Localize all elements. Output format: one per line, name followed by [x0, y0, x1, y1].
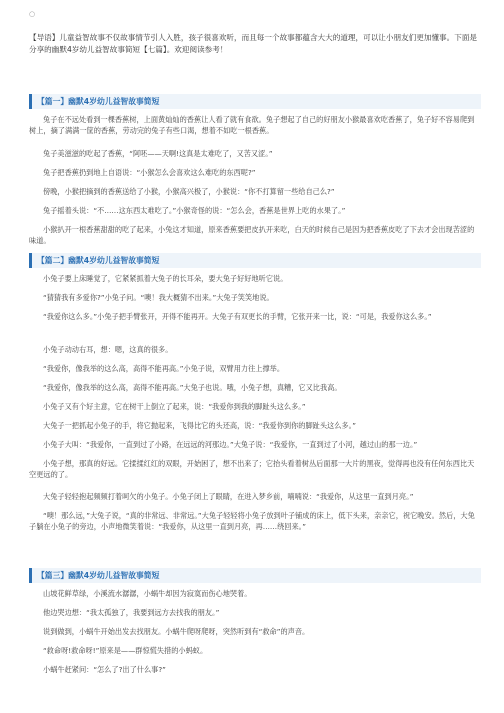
paragraph: “猜猜我有多爱你?”小兔子问。“噢！我大概猜不出来。”大兔子笑笑地说。 — [43, 293, 274, 302]
paragraph: 兔子摇着头说：“不……这东西太难吃了。”小猴奇怪的说：“怎么会，香蕉是世界上吃的水果了。” — [43, 206, 346, 215]
paragraph: 小蜗牛赶紧问：“怎么了?出了什么事?” — [43, 665, 166, 674]
paragraph: 小兔子动动右耳，想：嗯，这真的很多。 — [43, 345, 173, 354]
corner-mark: ○ — [29, 10, 36, 18]
paragraph: 小兔子大叫：“我爱你，一直到过了小路，在远远的河那边。”大兔子说：“我爱你，一直到过了小河，越过山的那一边。” — [43, 440, 418, 449]
paragraph: “我爱你，像我举的这么高，高得不能再高。”小兔子说，双臂用力往上撑举。 — [43, 364, 285, 373]
paragraph: 小兔子又有个好主意，它在树干上倒立了起来，说：“我爱你到我的脚趾头这么多。” — [43, 402, 306, 411]
guide-text: 【导语】儿童益智故事不仅故事情节引人入胜，孩子很喜欢听，而且每一个故事都蕴含大大的道理，可以让小朋友们更加懂事。下面是分享的幽默4岁幼儿益智故事简短【七篇】。欢迎阅读参考！ — [29, 33, 478, 54]
paragraph: 山坡花鲜草绿，小溪流水潺潺，小蜗牛却因为寂寞而伤心地哭着。 — [43, 589, 252, 598]
paragraph: 说到做到，小蜗牛开始出发去找朋友。小蜗牛爬呀爬呀，突然听到有“救命”的声音。 — [43, 627, 310, 636]
paragraph: 他边哭边想：“我太孤独了，我要到远方去找我的朋友。” — [43, 608, 220, 617]
paragraph: “我爱你这么多。”小兔子把手臂张开，开得不能再开。大兔子有双更长的手臂，它张开来一比，说：“可是，我爱你这么多。” — [43, 312, 432, 321]
paragraph: 大兔子一把抓起小兔子的手，将它抛起来，飞得比它的头还高，说：“我爱你到你的脚趾头这么多。” — [43, 421, 356, 430]
paragraph: 小兔子要上床睡觉了，它紧紧抓着大兔子的长耳朵，要大兔子好好地听它说。 — [43, 274, 288, 283]
paragraph: “我爱你，像我举的这么高，高得不能再高。”大兔子也说。哦，小兔子想，真糟，它又比我高。 — [43, 383, 342, 392]
paragraph: 兔子在不远处看到一棵香蕉树，上面黄灿灿的香蕉让人看了就有食欲。兔子想起了自己的好朋友小猴最喜欢吃香蕉了，兔子好不容易爬到树上，摘了满满一筐的香蕉，劳动完的兔子有些口渴，想着不如吃一根香蕉。 — [29, 115, 475, 135]
paragraph: 傍晚，小猴把摘到的香蕉送给了小猴，小猴高兴极了，小猴说：“你不打算留一些给自己么?” — [43, 187, 335, 196]
section-title-1: 【篇一】幽默4岁幼儿益智故事简短 — [29, 94, 481, 109]
paragraph: “救命呀!救命呀!”原来是——群惊慌失措的小蚂蚁。 — [43, 646, 208, 655]
paragraph: 小猴扒开一根香蕉甜甜的吃了起来，小兔这才知道，原来香蕉要把皮扒开来吃，白天的时候自己是因为把香蕉皮吃了下去才会出现苦涩的味道。 — [29, 225, 475, 245]
paragraph: 兔子美滋滋的吃起了香蕉，“阿呸——天啊!这真是太难吃了，又苦又涩。” — [43, 149, 273, 158]
paragraph: 大兔子轻轻抱起频频打着呵欠的小兔子。小兔子闭上了眼睛，在进入梦乡前，喃喃说：“我爱你，从这里一直到月亮。” — [43, 492, 414, 501]
paragraph: 小兔子想，那真的好远。它揉揉红红的双眼，开始困了，想不出来了；它抬头看着树丛后面那一大片的黑夜，觉得再也没有任何东西比天空更远的了。 — [29, 459, 475, 479]
section-title-2: 【篇二】幽默4岁幼儿益智故事简短 — [29, 253, 481, 268]
section-title-3: 【篇三】幽默4岁幼儿益智故事简短 — [29, 568, 481, 583]
paragraph: “噢！那么远，”大兔子说，“真的非常远、非常远。”大兔子轻轻将小兔子放到叶子铺成的床上，低下头来，亲亲它，祝它晚安。然后，大兔子躺在小兔子的旁边，小声地微笑着说：“我爱你，从这里一直到月亮，再……绕回来。” — [29, 511, 475, 531]
paragraph: 兔子把香蕉扔到地上自语说：“小猴怎么会喜欢这么难吃的东西呢?” — [43, 168, 256, 177]
